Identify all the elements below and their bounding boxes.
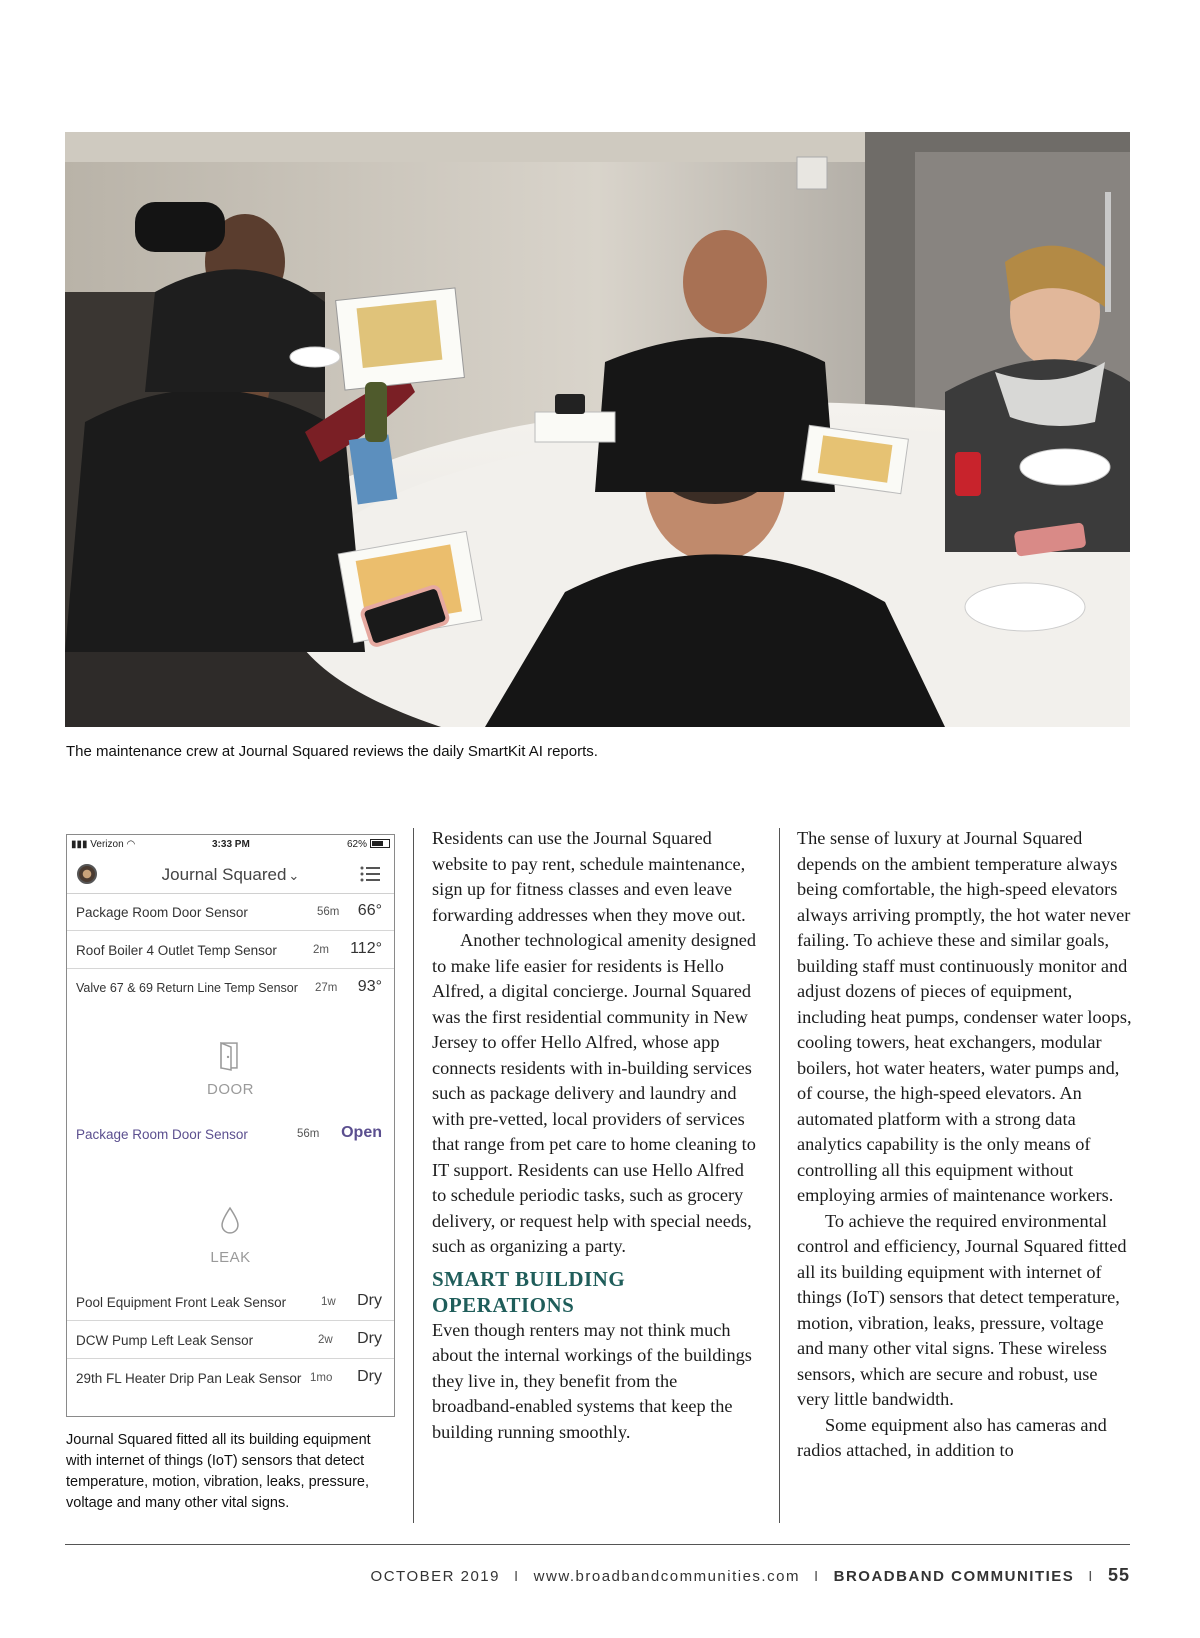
sensor-updated: 56m — [317, 906, 340, 918]
sensor-status-open: Open — [341, 1124, 382, 1141]
article-photo — [65, 132, 1130, 727]
paragraph: To achieve the required environmental control and efficiency, Journal Squared fitted all its building equipment with internet of things (IoT) sensors that detect temperature, motion, vibration, leaks, pressure, voltage and many other vital signs. These wireless sensors, which are secure and robust, use very little bandwidth. — [797, 1210, 1127, 1409]
app-header — [67, 857, 394, 894]
sensor-value: 93° — [357, 978, 382, 995]
chevron-down-icon: ⌄ — [288, 868, 300, 883]
sensor-name: 29th FL Heater Drip Pan Leak Sensor — [76, 1371, 302, 1386]
article-column-3 — [797, 826, 1133, 1464]
sensor-name: Roof Boiler 4 Outlet Temp Sensor — [76, 943, 277, 958]
sensor-name: Valve 67 & 69 Return Line Temp Sensor — [76, 981, 298, 995]
footer-separator: I — [1088, 1568, 1094, 1585]
battery-indicator: 62% — [347, 839, 390, 850]
paragraph: Residents can use the Journal Squared website to pay rent, schedule maintenance, sign up for fitness classes and even leave forwarding addresses when they move out. — [432, 828, 746, 925]
group-label-leak: LEAK — [210, 1249, 251, 1266]
sensor-updated: 2m — [313, 944, 329, 956]
sensor-row-package-room-door[interactable] — [67, 1115, 394, 1153]
battery-icon — [370, 839, 390, 848]
list-menu-icon[interactable] — [360, 865, 380, 883]
sensor-row-valve-return-line[interactable] — [67, 969, 394, 1007]
signal-icon: ▮▮▮ — [71, 839, 91, 850]
column-rule — [779, 828, 780, 1523]
sensor-name: Package Room Door Sensor — [76, 1127, 248, 1142]
sensor-name: DCW Pump Left Leak Sensor — [76, 1333, 254, 1348]
website-link[interactable]: www.broadbandcommunities.com — [533, 1568, 800, 1585]
column-rule — [413, 828, 414, 1523]
carrier-label: ▮▮▮ Verizon ◠ — [71, 839, 136, 850]
sensor-value: Dry — [357, 1292, 382, 1309]
paragraph: Some equipment also has cameras and radios attached, in addition to — [797, 1414, 1107, 1460]
sensor-row-package-room-temp[interactable] — [67, 893, 394, 931]
page-number: 55 — [1107, 1565, 1130, 1585]
sensor-value: Dry — [357, 1330, 382, 1347]
status-bar — [67, 835, 394, 857]
water-drop-icon — [67, 1205, 394, 1235]
section-heading: SMART BUILDING OPERATIONS — [432, 1266, 626, 1317]
paragraph: Another technological amenity designed to make life easier for residents is Hello Alfred, a digital concierge. Journal Squared was the first residential community in New Jersey to offer Hello Alfred, whose app connects residents with in-building services such as package delivery and laundry and with pre-vetted, local providers of services that range from pet care to home cleaning to IT support. Residents can use Hello Alfred to schedule periodic tasks, such as grocery delivery, or request help with special needs, such as organizing a party. — [432, 930, 756, 1256]
property-selector[interactable] — [67, 865, 394, 885]
wifi-icon: ◠ — [126, 839, 136, 850]
publication-name: BROADBAND COMMUNITIES — [833, 1568, 1075, 1585]
paragraph: The sense of luxury at Journal Squared depends on the ambient temperature always being comfortable, the high-speed elevators always arriving promptly, the hot water never failing. To achieve these and similar goals, building staff must continuously monitor and adjust dozens of pieces of equipment, including heat pumps, condenser water loops, cooling towers, heat exchangers, modular boilers, hot water heaters, water pumps and, of course, the high-speed elevators. An automated platform with a strong data analytics capability is the only means of controlling all this equipment without employing armies of maintenance workers. — [797, 828, 1132, 1205]
paragraph: Even though renters may not think much about the internal workings of the buildings they live in, they benefit from the broadband-enabled systems that keep the building running smoothly. — [432, 1319, 752, 1442]
footer-separator: I — [813, 1568, 820, 1585]
status-time: 3:33 PM — [212, 839, 250, 850]
sensor-value: 66° — [357, 902, 382, 919]
group-label-door: DOOR — [207, 1081, 254, 1098]
sensor-updated: 1w — [321, 1296, 336, 1308]
sensor-row-dcw-pump-leak[interactable] — [67, 1321, 394, 1359]
footer-rule — [65, 1544, 1130, 1545]
sensor-updated: 56m — [297, 1128, 320, 1140]
sensor-row-heater-drip-pan-leak[interactable] — [67, 1359, 394, 1397]
photo-caption: The maintenance crew at Journal Squared reviews the daily SmartKit AI reports. — [66, 743, 598, 760]
sensor-value: 112° — [350, 940, 382, 957]
app-screenshot — [66, 834, 395, 1417]
door-icon — [67, 1041, 394, 1071]
sensor-updated: 27m — [315, 982, 338, 994]
article-column-2 — [432, 826, 762, 1445]
issue-date: OCTOBER 2019 — [370, 1568, 500, 1585]
footer-separator: I — [514, 1568, 520, 1585]
sensor-name: Pool Equipment Front Leak Sensor — [76, 1295, 287, 1310]
meeting-photo-illustration — [65, 132, 1130, 727]
sensor-updated: 2w — [318, 1334, 333, 1346]
sensor-value: Dry — [357, 1368, 382, 1385]
sensor-row-roof-boiler[interactable] — [67, 931, 394, 969]
sensor-name: Package Room Door Sensor — [76, 905, 248, 920]
sensor-updated: 1mo — [310, 1372, 333, 1384]
screenshot-caption: Journal Squared fitted all its building equipment with internet of things (IoT) sensors that detect temperature, motion, vibration, leaks, pressure, voltage and many other vital signs. — [66, 1432, 371, 1511]
page-footer — [371, 1565, 1130, 1586]
sensor-row-pool-equipment-leak[interactable] — [67, 1283, 394, 1321]
property-title: Journal Squared — [161, 865, 287, 884]
